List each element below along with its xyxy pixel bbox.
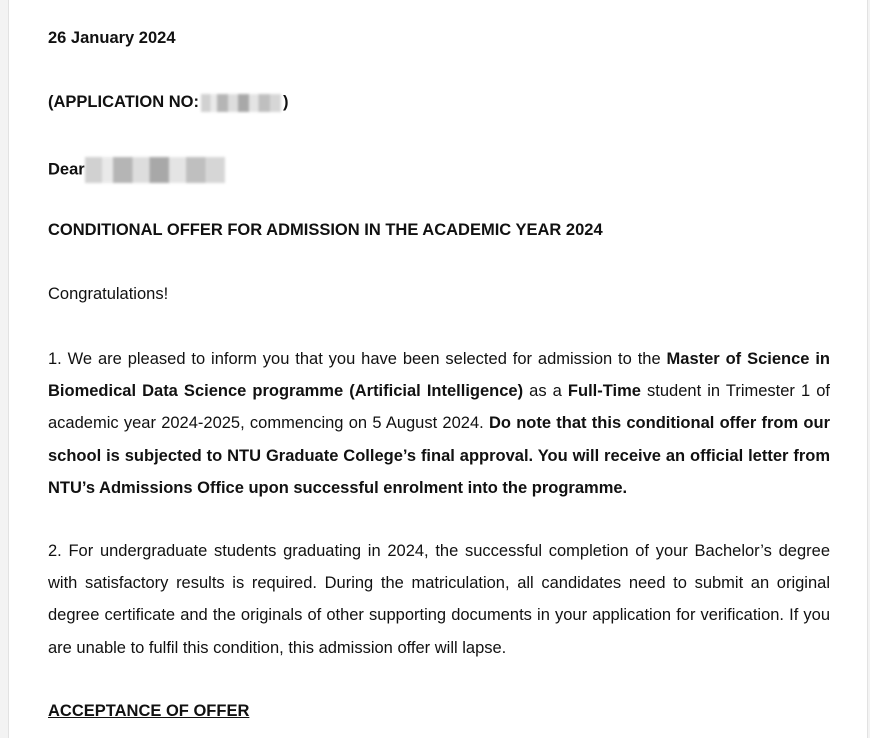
paragraph-conditions: 2. For undergraduate students graduating in 2024, the successful completion of your Bachelor’s degree with satisfactory results is required. During the matriculation, all candidates need to submit an original degree certificate and the originals of other supporting documents in your application for verification. If you are unable to fulfil this condition, this admission offer will lapse. xyxy=(48,542,830,657)
study-mode: Full-Time xyxy=(567,382,641,401)
offer-heading: CONDITIONAL OFFER FOR ADMISSION IN THE ACADEMIC YEAR 2024 xyxy=(48,221,603,239)
congratulations-text: Congratulations! xyxy=(48,285,169,303)
para1-text-1: 1. We are pleased to inform you that you have been selected for admission to the xyxy=(48,350,667,368)
salutation-word: Dear xyxy=(48,160,85,179)
application-number xyxy=(48,93,288,112)
paragraph-admission xyxy=(48,343,830,504)
redacted-recipient-name xyxy=(85,157,225,183)
letter-date: 26 January 2024 xyxy=(48,29,176,47)
para1-text-3: student in Trimester 1 of academic year 2024-2025, commencing on 5 August 2024. xyxy=(48,382,830,433)
para1-text-2: as a xyxy=(523,382,568,401)
approval-note: Do note that this conditional offer from our school is subjected to NTU Graduate College’s final approval. You will receive an official letter from NTU’s Admissions Office upon successful enrolment into the programme. xyxy=(48,414,830,497)
salutation xyxy=(48,157,225,183)
application-label: (APPLICATION NO: xyxy=(48,93,199,111)
letter-page xyxy=(8,0,868,738)
acceptance-heading: ACCEPTANCE OF OFFER xyxy=(48,702,250,720)
redacted-application-number xyxy=(201,94,281,112)
programme-name: Master of Science in Biomedical Data Science programme (Artificial Intelligence) xyxy=(48,350,830,401)
application-close: ) xyxy=(282,93,289,111)
